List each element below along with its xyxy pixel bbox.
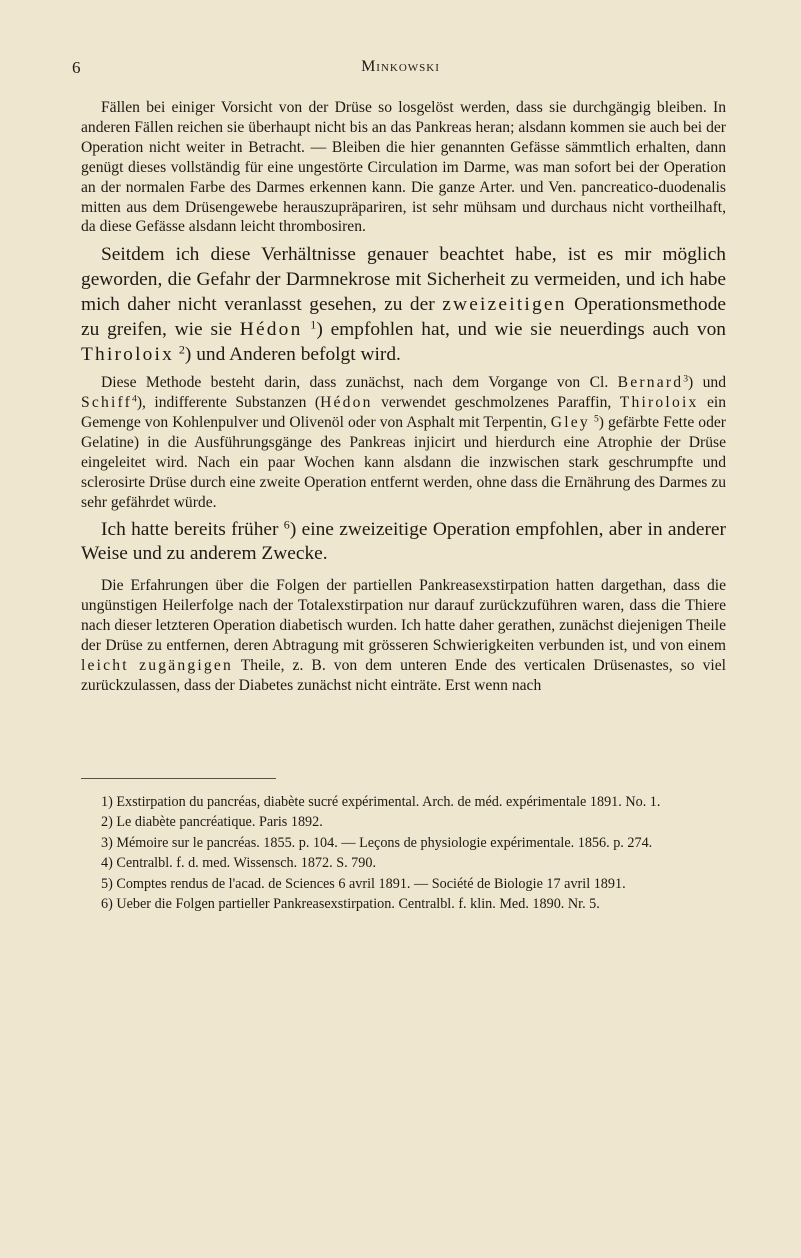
author-name: Gley [550,414,590,432]
author-name: Thiroloix [619,394,699,412]
footnote-divider [81,778,276,779]
page-header [72,58,729,78]
footnote-1: 1) Exstirpation du pancréas, diabète sucré expérimental. Arch. de méd. expérimentale 1891. No. 1. [101,794,661,810]
paragraph-3 [81,373,726,512]
footnote-ref: 2 [178,341,185,356]
footnote-6: 6) Ueber die Folgen partieller Pankreasexstirpation. Centralbl. f. klin. Med. 1890. Nr. 5. [101,896,600,913]
text-span: ein Gemenge von Kohlenpulver und Olivenöl oder von Asphalt mit Terpentin, [81,394,727,432]
paragraph-1: Fällen bei einiger Vorsicht von der Drüse so losgelöst werden, dass sie durchgängig bleiben. In anderen Fällen reichen sie überhaupt nicht bis an das Pankreas heran; alsdann kommen sie auch bei der Operation nicht weiter in Betracht. — Bleiben die hier genannten Gefässe sämmtlich erhalten, dann genügt dieses vollständig für eine ungestörte Circulation im Darme, was man sofort bei der Operation an der normalen Farbe des Darmes erkennen kann. Die ganze Arter. und Ven. pancreatico-duodenalis mitten aus dem Drüsengewebe herauszupräpariren, ist sehr mühsam und durchaus nicht vortheilhaft, da diese Gefässe alsdann leicht thrombosiren. [81,99,726,236]
text-span: ) empfohlen hat, und wie sie neuerdings auch von [316,318,726,340]
text-span: Ich hatte bereits früher [101,518,279,540]
footnote-2: 2) Le diabète pancréatique. Paris 1892. [101,814,323,831]
footnote-3: 3) Mémoire sur le pancréas. 1855. p. 104. — Leçons de physiologie expérimentale. 1856. p. 274. [101,834,653,851]
text-span: ), indifferente Substanzen ( [136,394,321,412]
text-span: Seitdem ich diese Verhältnisse genauer beachtet habe, ist es mir möglich geworden, die Gefahr der Darmnekrose mit Sicherheit zu vermeiden, und ich habe mich daher nicht veranlasst gesehen, zu der [81,244,726,315]
footnote-5: 5) Comptes rendus de l'acad. de Sciences 6 avril 1891. — Société de Biologie 17 avril 1891. [101,875,626,892]
author-name: Bernard [617,374,684,392]
paragraph-5 [81,576,726,695]
text-span: ) gefärbte Fette oder Gelatine) in die Ausführungsgänge des Pankreas injicirt und hierdurch eine Atrophie der Drüse eingeleitet wird. Nach ein paar Wochen kann alsdann die inzwischen stark geschrumpfte und sclerosirte Drüse durch eine zweite Operation entfernt werden, ohne dass die Ernährung des Darmes zu sehr gefährdet würde. [81,414,726,511]
author-name: Hédon [239,318,303,340]
paragraph-4 [81,518,726,568]
text-span: Diese Methode besteht darin, dass zunächst, nach dem Vorgange von Cl. [101,374,618,392]
page-number: 6 [72,58,81,77]
footnote-ref: 1 [310,317,317,332]
text-span: verwendet geschmolzenes Paraffin, [372,394,620,412]
body-text [81,98,726,696]
text-span: ) eine zweizeitige Operation empfohlen, aber in anderer Weise und zu anderem Zwecke. [81,518,726,565]
text-span: ) und Anderen befolgt wird. [184,343,401,365]
footnote-4: 4) Centralbl. f. d. med. Wissensch. 1872. S. 790. [101,855,377,872]
text-span: Die Erfahrungen über die Folgen der partiellen Pankreasexstirpation hatten dargethan, dass die ungünstigen Heilerfolge nach der Totalexstirpation nur darauf zurückzuführen waren, dass die Thiere nach dieser letzteren Operation diabetisch wurden. Ich hatte daher gerathen, zunächst diejenigen Theile der Drüse zu entfernen, deren Abtragung mit grösseren Schwierigkeiten verbunden ist, und von einem [81,577,726,654]
author-name: Hédon [320,394,373,412]
footnotes [81,792,726,914]
author-name: Thiroloix [81,343,175,365]
author-name: Schiff [81,394,133,412]
text-span: Operationsmethode zu greifen, wie sie [81,293,726,340]
running-title: Minkowski [361,58,440,75]
spaced-phrase: leicht zugängigen [81,656,233,674]
spaced-word: zweizeitigen [442,293,567,315]
text-span: Theile, z. B. von dem unteren Ende des verticalen Drüsenastes, so viel zurückzulassen, dass der Diabetes zunächst nicht einträte. Erst wenn nach [81,656,726,694]
paragraph-2 [81,243,726,367]
footnote-ref: 4 [132,393,137,405]
text-span: ) und [688,374,726,392]
footnote-ref: 3 [683,374,689,386]
footnote-ref: 5 [593,413,599,425]
footnote-ref: 6 [283,517,290,532]
